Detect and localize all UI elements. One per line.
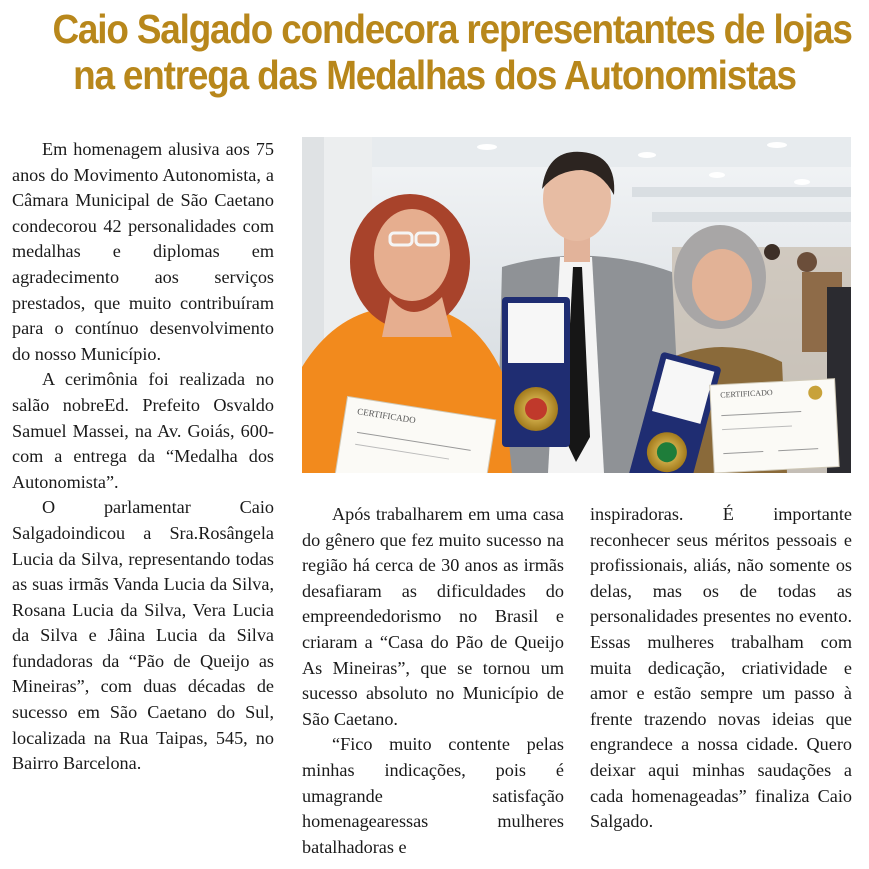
certificate-left-title: CERTIFICADO — [356, 406, 417, 426]
col1-paragraph-3: O parlamentar Caio Salgadoindicou a Sra.Rosângela Lucia da Silva, representando todas as suas irmãs Vanda Lucia da Silva, Rosana Lucia da Silva, Vera Lucia da Silva e Jâina Lucia da Silva fundadoras da “Pão de Queijo as Mineiras”, com duas décadas de sucesso em São Caetano do Sul, localizada na Rua Taipas, 545, no Bairro Barcelona. — [12, 497, 274, 774]
event-photo — [302, 137, 851, 473]
col2-paragraph-1: Após trabalharem em uma casa do gênero que fez muito sucesso na região há cerca de 30 anos as irmãs desafiaram as dificuldades do empreendedorismo no Brasil e criaram a “Casa do Pão de Queijo As Mineiras”, que se tornou um sucesso absoluto no Município de São Caetano. — [302, 504, 564, 729]
col1-paragraph-1: Em homenagem alusiva aos 75 anos do Movimento Autonomista, a Câmara Municipal de São Caetano condecorou 42 personalidades com medalhas e diplomas em agradecimento aos serviços prestados, que muito contribuíram para o contínuo desenvolvimento do nosso Município. — [12, 139, 274, 364]
headline-line-1: Caio Salgado condecora representantes de lojas — [52, 6, 852, 52]
col1-paragraph-2: A cerimônia foi realizada no salão nobreEd. Prefeito Osvaldo Samuel Massei, na Av. Goiás, 600- com a entrega da “Medalha dos Autonomista”. — [12, 369, 274, 492]
headline-line-2: na entrega das Medalhas dos Autonomistas — [73, 52, 796, 98]
article-column-2 — [302, 502, 564, 860]
col2-paragraph-2: “Fico muito contente pelas minhas indicações, pois é umagrande satisfação homenagearessas mulheres batalhadoras e — [302, 734, 564, 857]
col3-paragraph-1: inspiradoras. É importante reconhecer seus méritos pessoais e profissionais, aliás, não somente os delas, mas os de todas as personalidades presentes no evento. Essas mulheres trabalham com muita dedicação, criatividade e amor e estão sempre um passo à frente trazendo novas ideias que engrandece a nossa cidade. Quero deixar aqui minhas saudações a cada homenageadas” finaliza Caio Salgado. — [590, 504, 852, 832]
headline — [52, 6, 852, 98]
article-column-1 — [12, 137, 274, 777]
certificate-right-title: CERTIFICADO — [720, 387, 773, 400]
article-column-3 — [590, 502, 852, 835]
event-photo-illustration — [302, 137, 851, 473]
